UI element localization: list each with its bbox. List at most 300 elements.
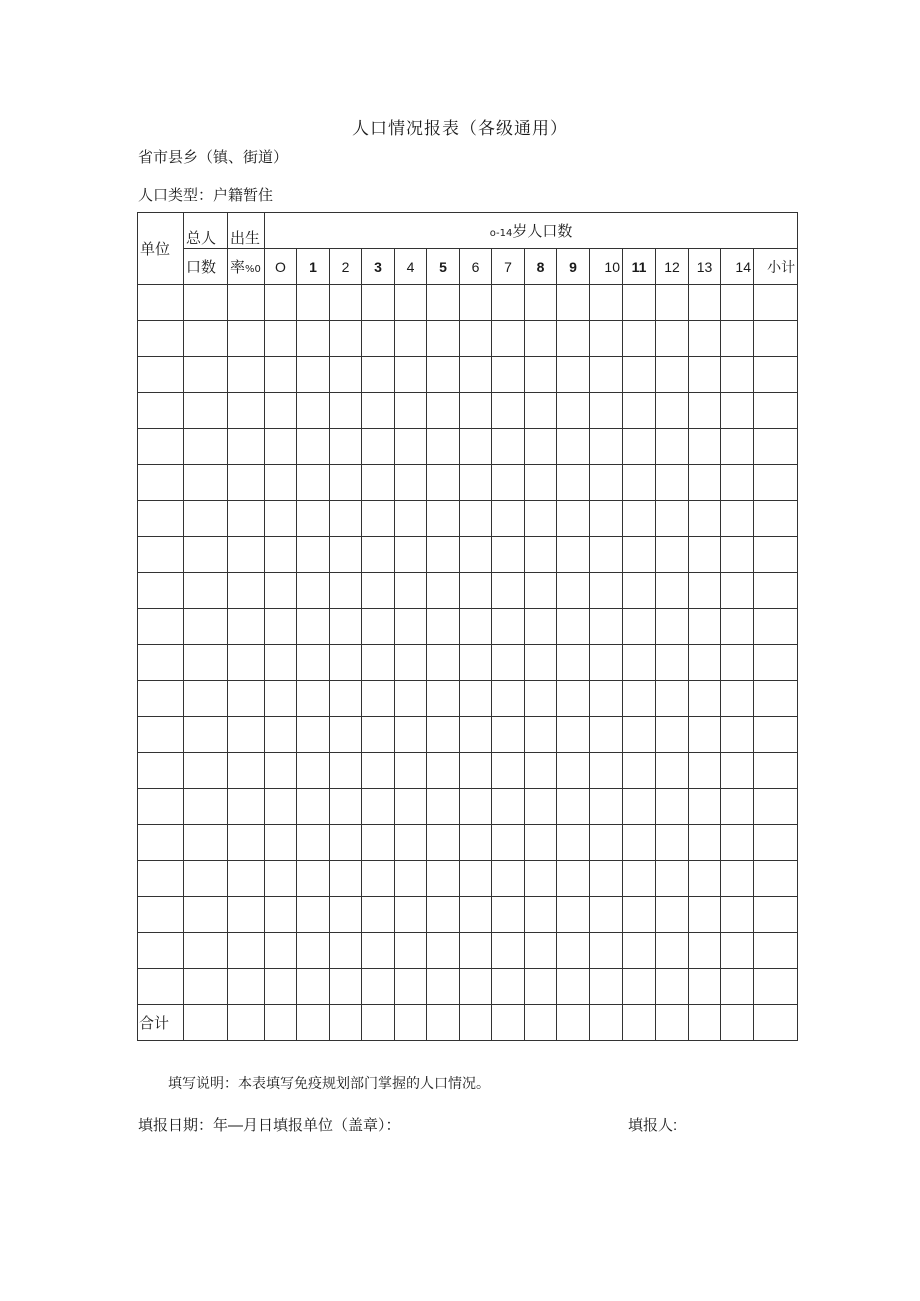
table-cell[interactable] bbox=[492, 501, 525, 537]
table-cell[interactable] bbox=[228, 969, 265, 1005]
table-cell[interactable] bbox=[362, 969, 395, 1005]
table-cell[interactable] bbox=[557, 825, 590, 861]
table-cell[interactable] bbox=[265, 753, 297, 789]
table-cell[interactable] bbox=[460, 501, 492, 537]
table-cell[interactable] bbox=[590, 285, 623, 321]
table-cell[interactable] bbox=[656, 897, 689, 933]
table-cell[interactable] bbox=[689, 285, 721, 321]
table-cell[interactable] bbox=[721, 321, 754, 357]
table-cell[interactable] bbox=[656, 393, 689, 429]
table-cell[interactable] bbox=[721, 753, 754, 789]
table-cell[interactable] bbox=[525, 753, 557, 789]
table-cell[interactable] bbox=[754, 465, 798, 501]
table-cell[interactable] bbox=[656, 357, 689, 393]
table-cell[interactable] bbox=[427, 465, 460, 501]
table-cell[interactable] bbox=[184, 825, 228, 861]
table-cell[interactable] bbox=[265, 645, 297, 681]
table-cell[interactable] bbox=[590, 933, 623, 969]
table-cell[interactable] bbox=[623, 645, 656, 681]
table-cell[interactable] bbox=[228, 825, 265, 861]
table-cell[interactable] bbox=[184, 501, 228, 537]
table-cell[interactable] bbox=[689, 681, 721, 717]
table-cell[interactable] bbox=[297, 465, 330, 501]
table-cell[interactable] bbox=[228, 789, 265, 825]
table-cell[interactable] bbox=[754, 429, 798, 465]
table-cell[interactable] bbox=[689, 645, 721, 681]
table-cell[interactable] bbox=[590, 789, 623, 825]
table-cell[interactable] bbox=[330, 465, 362, 501]
table-cell[interactable] bbox=[689, 573, 721, 609]
table-cell[interactable] bbox=[460, 573, 492, 609]
table-cell[interactable] bbox=[138, 609, 184, 645]
table-cell[interactable] bbox=[228, 897, 265, 933]
table-cell[interactable] bbox=[721, 393, 754, 429]
table-cell[interactable] bbox=[265, 609, 297, 645]
table-cell[interactable] bbox=[590, 753, 623, 789]
table-cell[interactable] bbox=[590, 681, 623, 717]
table-cell[interactable] bbox=[689, 501, 721, 537]
table-cell[interactable] bbox=[492, 681, 525, 717]
table-cell[interactable] bbox=[184, 681, 228, 717]
table-cell[interactable] bbox=[228, 285, 265, 321]
table-cell[interactable] bbox=[297, 789, 330, 825]
table-cell[interactable] bbox=[460, 321, 492, 357]
table-cell[interactable] bbox=[395, 861, 427, 897]
table-cell[interactable] bbox=[330, 825, 362, 861]
table-cell[interactable] bbox=[656, 681, 689, 717]
table-cell[interactable] bbox=[557, 969, 590, 1005]
table-cell[interactable] bbox=[297, 357, 330, 393]
table-cell[interactable] bbox=[460, 789, 492, 825]
table-cell[interactable] bbox=[525, 609, 557, 645]
table-cell[interactable] bbox=[623, 537, 656, 573]
table-cell[interactable] bbox=[557, 753, 590, 789]
table-cell[interactable] bbox=[590, 573, 623, 609]
table-cell[interactable] bbox=[184, 321, 228, 357]
table-cell[interactable] bbox=[721, 717, 754, 753]
table-cell[interactable] bbox=[184, 429, 228, 465]
table-cell[interactable] bbox=[427, 285, 460, 321]
table-cell[interactable] bbox=[297, 321, 330, 357]
table-cell[interactable] bbox=[228, 357, 265, 393]
table-cell[interactable] bbox=[265, 1005, 297, 1041]
table-cell[interactable] bbox=[525, 465, 557, 501]
table-cell[interactable] bbox=[297, 681, 330, 717]
table-cell[interactable] bbox=[138, 681, 184, 717]
table-cell[interactable] bbox=[623, 933, 656, 969]
table-cell[interactable] bbox=[362, 465, 395, 501]
table-cell[interactable] bbox=[427, 861, 460, 897]
table-cell[interactable] bbox=[362, 933, 395, 969]
table-cell[interactable] bbox=[557, 645, 590, 681]
table-cell[interactable] bbox=[623, 861, 656, 897]
table-cell[interactable] bbox=[330, 753, 362, 789]
table-cell[interactable] bbox=[138, 357, 184, 393]
table-cell[interactable] bbox=[228, 645, 265, 681]
table-cell[interactable] bbox=[492, 393, 525, 429]
table-cell[interactable] bbox=[228, 573, 265, 609]
table-cell[interactable] bbox=[330, 285, 362, 321]
table-cell[interactable] bbox=[362, 285, 395, 321]
table-cell[interactable] bbox=[492, 753, 525, 789]
table-cell[interactable] bbox=[492, 609, 525, 645]
table-cell[interactable] bbox=[623, 609, 656, 645]
table-cell[interactable] bbox=[590, 465, 623, 501]
table-cell[interactable] bbox=[721, 465, 754, 501]
table-cell[interactable] bbox=[427, 429, 460, 465]
table-cell[interactable] bbox=[689, 825, 721, 861]
table-cell[interactable] bbox=[362, 321, 395, 357]
table-cell[interactable] bbox=[330, 933, 362, 969]
table-cell[interactable] bbox=[721, 825, 754, 861]
table-cell[interactable] bbox=[297, 753, 330, 789]
table-cell[interactable] bbox=[228, 861, 265, 897]
table-cell[interactable] bbox=[721, 897, 754, 933]
table-cell[interactable] bbox=[656, 537, 689, 573]
table-cell[interactable] bbox=[492, 1005, 525, 1041]
table-cell[interactable] bbox=[623, 897, 656, 933]
table-cell[interactable] bbox=[590, 357, 623, 393]
table-cell[interactable] bbox=[492, 825, 525, 861]
table-cell[interactable] bbox=[297, 933, 330, 969]
table-cell[interactable] bbox=[184, 357, 228, 393]
table-cell[interactable] bbox=[395, 825, 427, 861]
table-cell[interactable] bbox=[395, 897, 427, 933]
table-cell[interactable] bbox=[395, 1005, 427, 1041]
table-cell[interactable] bbox=[330, 537, 362, 573]
table-cell[interactable] bbox=[557, 465, 590, 501]
table-cell[interactable] bbox=[138, 717, 184, 753]
table-cell[interactable] bbox=[138, 501, 184, 537]
table-cell[interactable] bbox=[427, 933, 460, 969]
table-cell[interactable] bbox=[138, 645, 184, 681]
table-cell[interactable] bbox=[721, 357, 754, 393]
table-cell[interactable] bbox=[184, 861, 228, 897]
table-cell[interactable] bbox=[557, 861, 590, 897]
table-cell[interactable] bbox=[557, 501, 590, 537]
table-cell[interactable] bbox=[557, 933, 590, 969]
table-cell[interactable] bbox=[228, 609, 265, 645]
table-cell[interactable] bbox=[184, 537, 228, 573]
table-cell[interactable] bbox=[590, 645, 623, 681]
table-cell[interactable] bbox=[754, 1005, 798, 1041]
table-cell[interactable] bbox=[138, 429, 184, 465]
table-cell[interactable] bbox=[525, 717, 557, 753]
table-cell[interactable] bbox=[754, 573, 798, 609]
table-cell[interactable] bbox=[656, 717, 689, 753]
table-cell[interactable] bbox=[525, 501, 557, 537]
table-cell[interactable] bbox=[460, 681, 492, 717]
table-cell[interactable] bbox=[427, 897, 460, 933]
table-cell[interactable] bbox=[427, 357, 460, 393]
table-cell[interactable] bbox=[138, 933, 184, 969]
table-cell[interactable] bbox=[492, 933, 525, 969]
table-cell[interactable] bbox=[265, 969, 297, 1005]
table-cell[interactable] bbox=[525, 645, 557, 681]
table-cell[interactable] bbox=[590, 537, 623, 573]
table-cell[interactable] bbox=[689, 753, 721, 789]
table-cell[interactable] bbox=[754, 681, 798, 717]
table-cell[interactable] bbox=[297, 897, 330, 933]
table-cell[interactable] bbox=[689, 933, 721, 969]
table-cell[interactable] bbox=[330, 429, 362, 465]
table-cell[interactable] bbox=[184, 465, 228, 501]
table-cell[interactable] bbox=[228, 429, 265, 465]
table-cell[interactable] bbox=[362, 897, 395, 933]
table-cell[interactable] bbox=[460, 717, 492, 753]
table-cell[interactable] bbox=[427, 321, 460, 357]
table-cell[interactable] bbox=[395, 465, 427, 501]
table-cell[interactable] bbox=[721, 681, 754, 717]
table-cell[interactable] bbox=[623, 357, 656, 393]
table-cell[interactable] bbox=[362, 537, 395, 573]
table-cell[interactable] bbox=[557, 1005, 590, 1041]
table-cell[interactable] bbox=[590, 861, 623, 897]
table-cell[interactable] bbox=[656, 573, 689, 609]
table-cell[interactable] bbox=[492, 789, 525, 825]
table-cell[interactable] bbox=[228, 393, 265, 429]
table-cell[interactable] bbox=[623, 825, 656, 861]
table-cell[interactable] bbox=[330, 717, 362, 753]
table-cell[interactable] bbox=[184, 969, 228, 1005]
table-cell[interactable] bbox=[297, 825, 330, 861]
table-cell[interactable] bbox=[590, 321, 623, 357]
table-cell[interactable] bbox=[557, 285, 590, 321]
table-cell[interactable] bbox=[138, 753, 184, 789]
table-cell[interactable] bbox=[330, 645, 362, 681]
table-cell[interactable] bbox=[330, 1005, 362, 1041]
table-cell[interactable] bbox=[689, 393, 721, 429]
table-cell[interactable] bbox=[184, 933, 228, 969]
table-cell[interactable] bbox=[656, 969, 689, 1005]
table-cell[interactable] bbox=[721, 969, 754, 1005]
table-cell[interactable] bbox=[427, 609, 460, 645]
table-cell[interactable] bbox=[330, 609, 362, 645]
table-cell[interactable] bbox=[525, 681, 557, 717]
table-cell[interactable] bbox=[395, 933, 427, 969]
table-cell[interactable] bbox=[138, 825, 184, 861]
table-cell[interactable] bbox=[297, 393, 330, 429]
table-cell[interactable] bbox=[330, 321, 362, 357]
table-cell[interactable] bbox=[297, 861, 330, 897]
table-cell[interactable] bbox=[689, 321, 721, 357]
table-cell[interactable] bbox=[184, 789, 228, 825]
table-cell[interactable] bbox=[228, 537, 265, 573]
table-cell[interactable] bbox=[656, 933, 689, 969]
table-cell[interactable] bbox=[721, 789, 754, 825]
table-cell[interactable] bbox=[721, 645, 754, 681]
table-cell[interactable] bbox=[721, 429, 754, 465]
table-cell[interactable] bbox=[492, 321, 525, 357]
table-cell[interactable] bbox=[138, 465, 184, 501]
table-cell[interactable] bbox=[590, 429, 623, 465]
table-cell[interactable] bbox=[557, 357, 590, 393]
table-cell[interactable] bbox=[656, 1005, 689, 1041]
table-cell[interactable] bbox=[557, 429, 590, 465]
table-cell[interactable] bbox=[590, 897, 623, 933]
table-cell[interactable] bbox=[184, 645, 228, 681]
table-cell[interactable] bbox=[184, 1005, 228, 1041]
table-cell[interactable] bbox=[265, 825, 297, 861]
table-cell[interactable] bbox=[265, 321, 297, 357]
table-cell[interactable] bbox=[689, 429, 721, 465]
table-cell[interactable] bbox=[623, 717, 656, 753]
table-cell[interactable] bbox=[362, 1005, 395, 1041]
table-cell[interactable] bbox=[427, 537, 460, 573]
table-cell[interactable] bbox=[689, 609, 721, 645]
table-cell[interactable] bbox=[297, 1005, 330, 1041]
table-cell[interactable] bbox=[721, 537, 754, 573]
table-cell[interactable] bbox=[362, 501, 395, 537]
table-cell[interactable] bbox=[184, 897, 228, 933]
table-cell[interactable] bbox=[265, 897, 297, 933]
table-cell[interactable] bbox=[492, 861, 525, 897]
table-cell[interactable] bbox=[395, 969, 427, 1005]
table-cell[interactable] bbox=[427, 681, 460, 717]
table-cell[interactable] bbox=[427, 501, 460, 537]
table-cell[interactable] bbox=[362, 357, 395, 393]
table-cell[interactable] bbox=[427, 393, 460, 429]
table-cell[interactable] bbox=[590, 1005, 623, 1041]
table-cell[interactable] bbox=[297, 285, 330, 321]
table-cell[interactable] bbox=[525, 969, 557, 1005]
table-cell[interactable] bbox=[460, 969, 492, 1005]
table-cell[interactable] bbox=[492, 573, 525, 609]
table-cell[interactable] bbox=[460, 393, 492, 429]
table-cell[interactable] bbox=[525, 861, 557, 897]
table-cell[interactable] bbox=[460, 357, 492, 393]
table-cell[interactable] bbox=[427, 789, 460, 825]
table-cell[interactable] bbox=[460, 645, 492, 681]
table-cell[interactable] bbox=[754, 789, 798, 825]
table-cell[interactable] bbox=[228, 717, 265, 753]
table-cell[interactable] bbox=[460, 537, 492, 573]
table-cell[interactable] bbox=[228, 1005, 265, 1041]
table-cell[interactable] bbox=[297, 429, 330, 465]
table-cell[interactable] bbox=[754, 933, 798, 969]
table-cell[interactable] bbox=[395, 285, 427, 321]
table-cell[interactable] bbox=[265, 465, 297, 501]
table-cell[interactable] bbox=[754, 717, 798, 753]
table-cell[interactable] bbox=[492, 357, 525, 393]
table-cell[interactable] bbox=[395, 753, 427, 789]
table-cell[interactable] bbox=[138, 789, 184, 825]
table-cell[interactable] bbox=[689, 537, 721, 573]
table-cell[interactable] bbox=[362, 393, 395, 429]
table-cell[interactable] bbox=[228, 465, 265, 501]
table-cell[interactable] bbox=[427, 717, 460, 753]
table-cell[interactable] bbox=[184, 753, 228, 789]
table-cell[interactable] bbox=[492, 645, 525, 681]
table-cell[interactable] bbox=[623, 501, 656, 537]
table-cell[interactable] bbox=[395, 357, 427, 393]
table-cell[interactable] bbox=[228, 321, 265, 357]
table-cell[interactable] bbox=[297, 501, 330, 537]
table-cell[interactable] bbox=[297, 609, 330, 645]
table-cell[interactable] bbox=[754, 825, 798, 861]
table-cell[interactable] bbox=[525, 429, 557, 465]
table-cell[interactable] bbox=[460, 1005, 492, 1041]
table-cell[interactable] bbox=[138, 573, 184, 609]
table-cell[interactable] bbox=[525, 573, 557, 609]
table-cell[interactable] bbox=[138, 393, 184, 429]
table-cell[interactable] bbox=[623, 465, 656, 501]
table-cell[interactable] bbox=[427, 825, 460, 861]
table-cell[interactable] bbox=[557, 393, 590, 429]
table-cell[interactable] bbox=[754, 897, 798, 933]
table-cell[interactable] bbox=[525, 393, 557, 429]
table-cell[interactable] bbox=[590, 717, 623, 753]
table-cell[interactable] bbox=[228, 753, 265, 789]
table-cell[interactable] bbox=[228, 933, 265, 969]
table-cell[interactable] bbox=[689, 789, 721, 825]
table-cell[interactable] bbox=[138, 537, 184, 573]
table-cell[interactable] bbox=[265, 357, 297, 393]
table-cell[interactable] bbox=[754, 609, 798, 645]
table-cell[interactable] bbox=[656, 285, 689, 321]
table-cell[interactable] bbox=[362, 861, 395, 897]
table-cell[interactable] bbox=[721, 609, 754, 645]
table-cell[interactable] bbox=[656, 465, 689, 501]
table-cell[interactable] bbox=[138, 321, 184, 357]
table-cell[interactable] bbox=[492, 897, 525, 933]
table-cell[interactable] bbox=[623, 1005, 656, 1041]
table-cell[interactable] bbox=[492, 717, 525, 753]
table-cell[interactable] bbox=[265, 933, 297, 969]
table-cell[interactable] bbox=[754, 393, 798, 429]
table-cell[interactable] bbox=[362, 753, 395, 789]
table-cell[interactable] bbox=[492, 465, 525, 501]
table-cell[interactable] bbox=[460, 861, 492, 897]
table-cell[interactable] bbox=[689, 357, 721, 393]
table-cell[interactable] bbox=[228, 501, 265, 537]
table-cell[interactable] bbox=[623, 969, 656, 1005]
table-cell[interactable] bbox=[623, 285, 656, 321]
table-cell[interactable] bbox=[362, 717, 395, 753]
table-cell[interactable] bbox=[362, 681, 395, 717]
table-cell[interactable] bbox=[557, 789, 590, 825]
table-cell[interactable] bbox=[138, 861, 184, 897]
table-cell[interactable] bbox=[460, 429, 492, 465]
table-cell[interactable] bbox=[689, 465, 721, 501]
table-cell[interactable] bbox=[460, 609, 492, 645]
table-cell[interactable] bbox=[427, 969, 460, 1005]
table-cell[interactable] bbox=[265, 501, 297, 537]
table-cell[interactable] bbox=[395, 537, 427, 573]
table-cell[interactable] bbox=[557, 609, 590, 645]
table-cell[interactable] bbox=[330, 897, 362, 933]
table-cell[interactable] bbox=[265, 537, 297, 573]
table-cell[interactable] bbox=[265, 789, 297, 825]
table-cell[interactable] bbox=[427, 645, 460, 681]
table-cell[interactable] bbox=[427, 753, 460, 789]
table-cell[interactable] bbox=[395, 717, 427, 753]
table-cell[interactable] bbox=[525, 285, 557, 321]
table-cell[interactable] bbox=[754, 645, 798, 681]
table-cell[interactable] bbox=[330, 789, 362, 825]
table-cell[interactable] bbox=[525, 933, 557, 969]
table-cell[interactable] bbox=[623, 321, 656, 357]
table-cell[interactable] bbox=[656, 321, 689, 357]
table-cell[interactable] bbox=[265, 285, 297, 321]
table-cell[interactable] bbox=[754, 501, 798, 537]
table-cell[interactable] bbox=[525, 789, 557, 825]
table-cell[interactable] bbox=[138, 897, 184, 933]
table-cell[interactable] bbox=[656, 861, 689, 897]
table-cell[interactable] bbox=[395, 573, 427, 609]
table-cell[interactable] bbox=[656, 645, 689, 681]
table-cell[interactable] bbox=[265, 717, 297, 753]
